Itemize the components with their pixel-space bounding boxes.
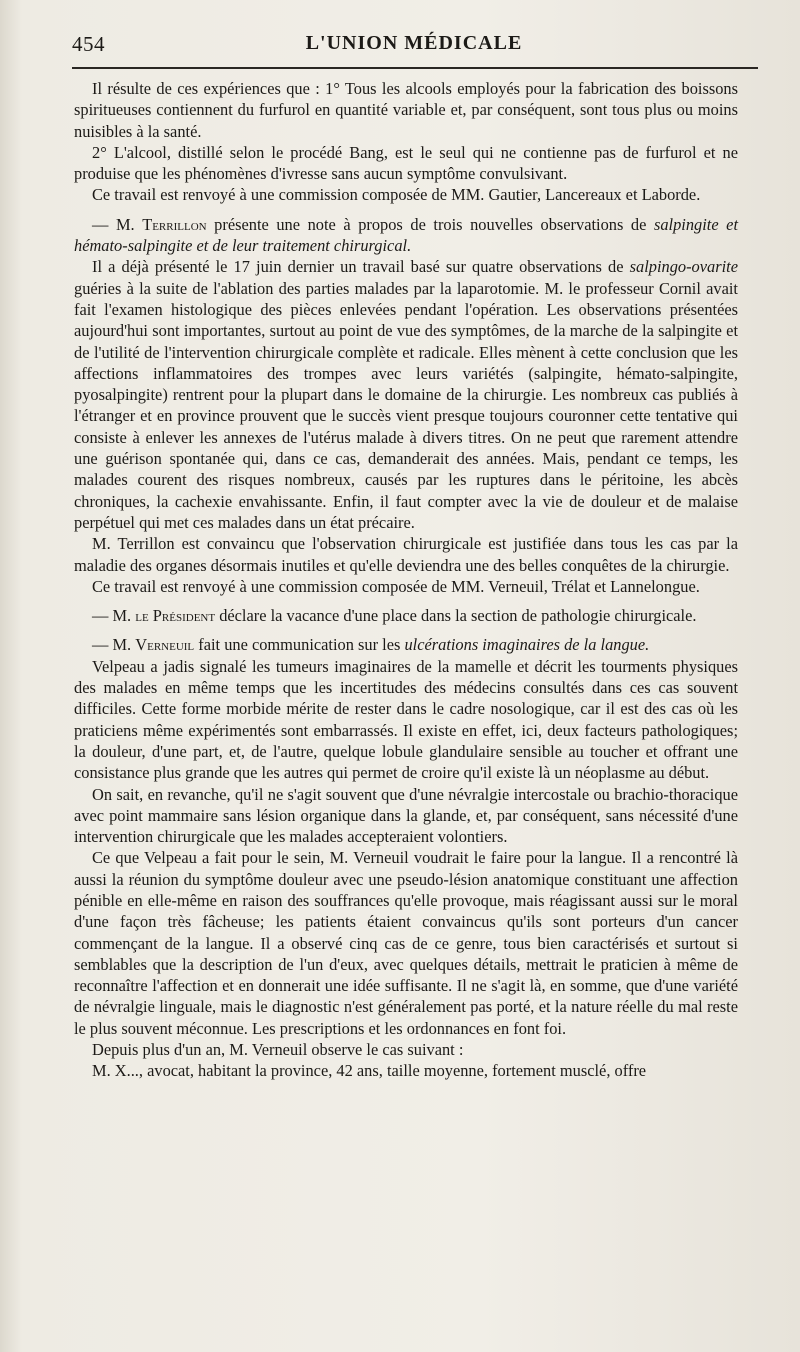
paragraph-text: M. X..., avocat, habitant la province, 42 ans, taille moyenne, fortement musclé, offre (92, 1061, 647, 1081)
paragraph-text: Il a déjà présenté le 17 juin dernier un travail basé sur quatre observations de (92, 257, 630, 277)
paragraph-p4 (74, 214, 738, 257)
body-text (74, 78, 738, 1082)
paragraph-text: salpingite et hémato-salpingite et de leur traitement chirurgical. (74, 214, 738, 256)
paragraph-text: — M. (92, 606, 136, 626)
paragraph-text: Verneuil (135, 635, 195, 655)
paragraph-text: Ce que Velpeau a fait pour le sein, M. Verneuil voudrait le faire pour la langue. Il a rencontré là aussi la réunion du symptôme douleur avec une pseudo-lésion anatomique constituant une affection pénible en elle-même en raison des souffrances qu'elle provoque, mais réagissant aussi sur le moral d'une façon très fâcheuse; les patients étaient convaincus qu'ils sont porteurs d'un cancer commençant de la langue. Il a observé cinq cas de ce genre, tous bien caractérisés et surtout si semblables que la description de l'un d'eux, avec quelques détails, mettrait le praticien à même de reconnaître l'affection et en donnerait une idée suffisante. Il ne s'agit là, en somme, que d'une variété de névralgie linguale, mais le diagnostic n'est généralement pas porté, et la nature réelle du mal reste le plus souvent méconnue. Les prescriptions et les ordonnances en font foi. (74, 848, 738, 1038)
paragraph-text: déclare la vacance d'une place dans la section de pathologie chirurgicale. (215, 606, 697, 626)
paragraph-p10 (74, 656, 738, 784)
paragraph-p9 (74, 634, 738, 655)
running-title: L'UNION MÉDICALE (305, 32, 523, 54)
paragraph-p12 (74, 847, 738, 1039)
paragraph-text: — M. (92, 214, 143, 234)
paragraph-p5 (74, 256, 738, 533)
header-rule (72, 67, 758, 69)
paragraph-text: — M. (92, 635, 136, 655)
page-header (72, 30, 756, 62)
paragraph-text: Il résulte de ces expériences que : 1° Tous les alcools employés pour la fabrication des boissons spiritueuses contiennent du furfurol en quantité variable et, par conséquent, sont tous plus ou moins nuisibles à la santé. (74, 79, 738, 141)
paragraph-text: fait une communication sur les (194, 635, 405, 655)
paragraph-p2 (74, 142, 738, 185)
paragraph-p3 (74, 184, 738, 205)
paragraph-p6 (74, 533, 738, 576)
paragraph-text: salpingo-ovarite (629, 257, 738, 277)
paragraph-text: ulcérations imaginaires de la langue. (404, 635, 650, 655)
paragraph-p13 (74, 1039, 738, 1060)
paragraph-text: guéries à la suite de l'ablation des parties malades par la laparotomie. M. le professeur Cornil avait fait l'examen histologique des pièces enlevées pendant l'opération. Les observations présentées aujourd'hui sont importantes, surtout au point de vue des symptômes, de la marche de la salpingite et de l'utilité de l'intervention chirurgicale complète et radicale. Elles mènent à cette conclusion que les affections inflammatoires des trompes avec leurs variétés (salpingite, hémato-salpingite, pyosalpingite) rentrent pour la plupart dans le domaine de la chirurgie. Les nombreux cas publiés à l'étranger et en province prouvent que le succès vient presque toujours couronner cette tentative qui consiste à enlever les annexes de l'utérus malade à divers titres. On ne peut que rarement attendre une guérison spontanée qui, dans ce cas, demanderait des années. Mais, pendant ce temps, les malades courent des risques nombreux, causés par les ruptures dans le péritoine, les abcès chroniques, la cachexie envahissante. Enfin, il faut compter avec la vie de douleur et de malaise perpétuel qui met ces malades dans un état précaire. (74, 278, 738, 532)
paragraph-p14 (74, 1060, 738, 1081)
paragraph-p11 (74, 784, 738, 848)
paragraph-text: Terrillon (142, 214, 207, 234)
paragraph-text: Depuis plus d'un an, M. Verneuil observe le cas suivant : (92, 1040, 464, 1060)
paragraph-p7 (74, 576, 738, 597)
paragraph-text: le Président (135, 606, 216, 626)
paragraph-text: Ce travail est renvoyé à une commission composée de MM. Gautier, Lancereaux et Laborde. (92, 185, 701, 205)
paragraph-text: 2° L'alcool, distillé selon le procédé Bang, est le seul qui ne contienne pas de furfurol et ne produise que les phénomènes d'ivresse sans aucun symptôme convulsivant. (74, 142, 738, 184)
paragraph-text: Ce travail est renvoyé à une commission composée de MM. Verneuil, Trélat et Lannelongue. (92, 576, 700, 596)
paragraph-text: Velpeau a jadis signalé les tumeurs imaginaires de la mamelle et décrit les tourments physiques des malades en même temps que les incertitudes des médecins consultés dans ces cas souvent difficiles. Cette forme morbide mérite de rester dans le cadre nosologique, car il est des cas où les praticiens même expérimentés sont embarrassés. Il existe en effet, ici, deux facteurs pathologiques; la douleur, d'une part, et, de l'autre, quelque lobule glandulaire sensible au toucher et offrant une consistance plus grande que les autres qui permet de croire qu'il existe là un néoplasme au début. (74, 656, 738, 783)
paragraph-text: présente une note à propos de trois nouvelles observations de (206, 214, 654, 234)
paragraph-text: M. Terrillon est convaincu que l'observation chirurgicale est justifiée dans tous les cas par la maladie des organes désormais inutiles et qu'elle deviendra une des belles conquêtes de la chirurgie. (74, 534, 738, 575)
paragraph-p1 (74, 78, 738, 142)
paragraph-text: On sait, en revanche, qu'il ne s'agit souvent que d'une névralgie intercostale ou brachio-thoracique avec point mammaire sans lésion organique dans la glande, et, par conséquent, sans nécessité d'une intervention chirurgicale que les malades accepteraient volontiers. (74, 784, 738, 847)
page-number: 454 (72, 32, 105, 56)
paragraph-p8 (74, 605, 738, 626)
